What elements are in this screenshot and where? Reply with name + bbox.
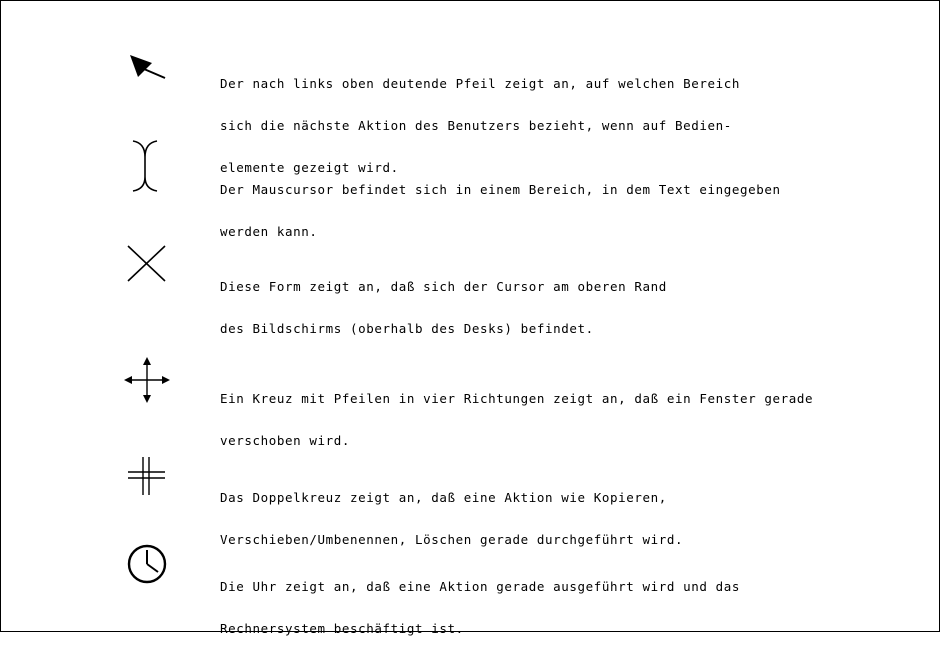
legend-description (220, 155, 781, 267)
description-line: Diese Form zeigt an, daß sich der Cursor am oberen Rand (220, 279, 667, 294)
legend-description (220, 552, 740, 664)
description-line: elemente gezeigt wird. (220, 160, 399, 175)
legend-description (220, 364, 813, 476)
description-line: des Bildschirms (oberhalb des Desks) befindet. (220, 321, 594, 336)
description-line: Ein Kreuz mit Pfeilen in vier Richtungen zeigt an, daß ein Fenster gerade (220, 391, 814, 406)
double-cross-icon (123, 455, 171, 503)
description-line: Der Mauscursor befindet sich in einem Bereich, in dem Text eingegeben (220, 182, 781, 197)
description-line: sich die nächste Aktion des Benutzers bezieht, wenn auf Bedien- (220, 118, 732, 133)
description-line: verschoben wird. (220, 433, 351, 448)
description-line: werden kann. (220, 224, 318, 239)
move-arrows-icon (123, 355, 171, 403)
description-line: Die Uhr zeigt an, daß eine Aktion gerade ausgeführt wird und das (220, 579, 741, 594)
legend-description (220, 252, 667, 364)
clock-icon (123, 541, 171, 589)
description-line: Rechnersystem beschäftigt ist. (220, 621, 464, 636)
text-ibeam-icon (123, 139, 171, 187)
arrow-pointer-icon (123, 45, 171, 93)
description-line: Der nach links oben deutende Pfeil zeigt an, auf welchen Bereich (220, 76, 741, 91)
x-cross-icon (123, 241, 171, 289)
description-line: Das Doppelkreuz zeigt an, daß eine Aktion wie Kopieren, (220, 490, 667, 505)
description-line: Verschieben/Umbenennen, Löschen gerade durchgeführt wird. (220, 532, 684, 547)
